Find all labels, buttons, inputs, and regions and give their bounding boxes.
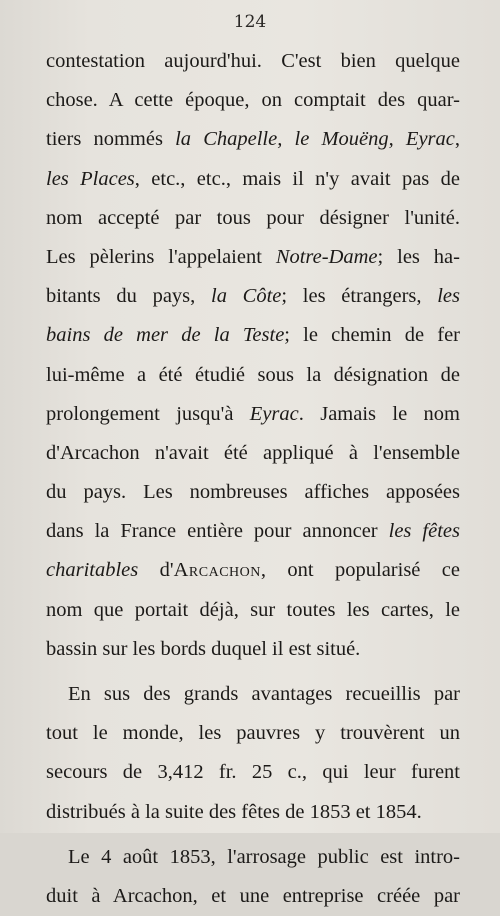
text-run: du pays. Les nombreuses affiches apposées xyxy=(46,481,460,504)
text-line xyxy=(46,395,460,434)
italic-text: Eyrac xyxy=(249,402,299,425)
text-run: bitants du pays, xyxy=(46,285,211,308)
body-text xyxy=(46,42,460,916)
text-line xyxy=(46,753,460,792)
text-line xyxy=(46,356,460,395)
text-line xyxy=(46,630,460,669)
text-run: C'est bien quelque xyxy=(281,50,460,72)
text-line xyxy=(46,238,460,277)
text-run: duit à Arcachon, et une entreprise créée par xyxy=(46,884,460,907)
text-run: ; les étrangers, xyxy=(281,285,438,308)
text-line xyxy=(46,838,460,877)
text-run: , xyxy=(454,128,460,151)
text-line xyxy=(46,675,460,714)
text-run: dans la France entière pour annoncer xyxy=(46,520,389,543)
text-line xyxy=(46,591,460,630)
page-number: 124 xyxy=(233,12,267,32)
italic-text: Notre-Dame xyxy=(275,245,378,268)
text-run: ; le chemin de fer xyxy=(284,324,460,347)
text-run: chose. A cette époque, on comptait des quar- xyxy=(46,89,460,112)
text-run: nom que portait déjà, sur toutes les cartes, le xyxy=(46,598,460,621)
text-run: nom accepté par tous pour désigner l'unité. xyxy=(46,206,460,229)
text-line xyxy=(46,473,460,512)
text-line xyxy=(46,42,460,81)
italic-text: la Côte xyxy=(211,285,282,308)
text-run: d'Arcachon n'avait été appliqué à l'ensemble xyxy=(46,441,460,464)
text-line xyxy=(46,277,460,316)
text-run: , ont popularisé ce xyxy=(260,559,460,582)
italic-text: les Places xyxy=(46,167,135,190)
text-run: lui-même a été étudié sous la désignation de xyxy=(46,363,460,386)
text-line xyxy=(46,434,460,473)
text-line xyxy=(46,81,460,120)
italic-text: charitables xyxy=(46,559,139,582)
text-run: ; les ha- xyxy=(377,245,460,268)
text-line xyxy=(46,316,460,355)
text-run: En sus des grands avantages recueillis par xyxy=(68,683,460,705)
italic-text: les xyxy=(437,285,460,308)
text-line xyxy=(46,793,460,832)
text-run: tout le monde, les pauvres y trouvèrent un xyxy=(46,722,460,745)
text-run: prolongement jusqu'à xyxy=(46,402,250,425)
text-line xyxy=(46,877,460,916)
text-run: distribués à la suite des fêtes de 1853 et 1854. xyxy=(46,800,422,823)
italic-text: bains de mer de la Teste xyxy=(46,324,285,347)
small-caps-text: Arcachon xyxy=(173,559,261,582)
text-line xyxy=(46,551,460,590)
text-run: secours de 3,412 fr. 25 c., qui leur furent xyxy=(46,761,460,784)
text-run: Les pèlerins l'appelaient xyxy=(46,245,276,268)
text-run: , etc., etc., mais il n'y avait pas de xyxy=(134,167,460,190)
text-run: d' xyxy=(138,559,174,582)
text-run: Le 4 août 1853, l'arrosage public est intro- xyxy=(68,845,460,868)
italic-text: la Chapelle, le Mouëng, Eyrac xyxy=(175,128,455,151)
text-line xyxy=(46,199,460,238)
text-run: bassin sur les bords duquel il est situé. xyxy=(46,637,361,660)
text-line xyxy=(46,120,460,159)
text-run: contestation aujourd'hui. xyxy=(46,50,282,72)
text-line xyxy=(46,714,460,753)
italic-text: les fêtes xyxy=(388,520,460,543)
text-line xyxy=(46,512,460,551)
text-line xyxy=(46,160,460,199)
text-run: tiers nommés xyxy=(46,128,176,151)
text-run: . Jamais le nom xyxy=(298,402,460,425)
